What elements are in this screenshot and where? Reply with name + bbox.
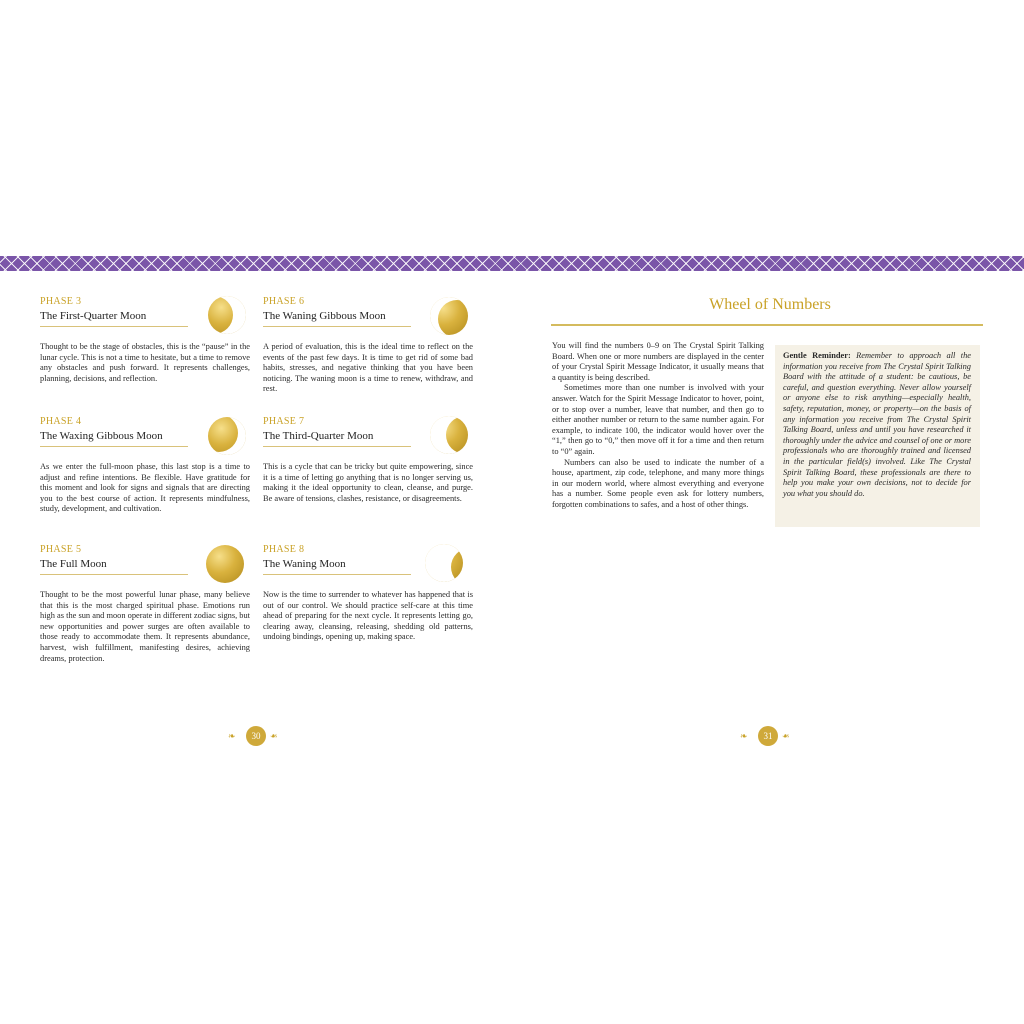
laurel-leaf-icon: ❧ (270, 731, 278, 741)
phase-body: As we enter the full-moon phase, this last stop is a time to adjust and refine intentions. Be flexible. Have gratitude for this moment and look for signs and signals that are directing you to the best course of action. It represents mindfulness, study, development, and cultivation. (40, 462, 250, 514)
phase-7 (263, 416, 473, 503)
laurel-leaf-icon: ❧ (228, 731, 236, 741)
divider (263, 574, 411, 575)
phase-body: Thought to be the most powerful lunar phase, many believe that this is the most charged spiritual phase. Emotions run high as the sun and moon operate in different zodiac signs, but new opportunities and power surges are often available to those ready to accommodate them. It represents abundance, harvest, wish fulfillment, manifesting desires, achieving dreams, protection. (40, 590, 250, 663)
phase-label: PHASE 8 (263, 544, 305, 555)
paragraph: Numbers can also be used to indicate the number of a house, apartment, zip code, telephone, and many more things in our modern world, where almost everything and everyone has a number. Some people even ask for lottery numbers, forgotten combinations to safes, and a host of other things. (552, 457, 764, 509)
waxing-gibbous-moon-icon (208, 417, 246, 455)
gentle-reminder-box (775, 345, 980, 527)
reminder-label: Gentle Reminder: (783, 351, 851, 360)
phase-4 (40, 416, 250, 514)
divider (40, 446, 188, 447)
divider (40, 326, 188, 327)
divider (263, 326, 411, 327)
paragraph (552, 341, 764, 383)
laurel-leaf-icon: ❧ (782, 731, 790, 741)
body-column (552, 341, 764, 511)
phase-3 (40, 296, 250, 383)
phase-title: The Waxing Gibbous Moon (40, 430, 163, 442)
phase-6 (263, 296, 473, 394)
phase-title: The First-Quarter Moon (40, 310, 147, 322)
waning-crescent-moon-icon (425, 544, 463, 582)
page-number: 30 (246, 726, 266, 746)
phase-5 (40, 544, 250, 663)
phase-body: Now is the time to surrender to whatever has happened that is out of our control. We should practice self-care at this time ahead of preparing for the next cycle. It represents letting go, clearing away, cleansing, releasing, shedding old patterns, undoing bindings, opening up, making space. (263, 590, 473, 642)
reminder-text (783, 351, 971, 499)
chevron-band (0, 256, 1024, 271)
phase-title: The Waning Gibbous Moon (263, 310, 386, 322)
page-heading: Wheel of Numbers (709, 296, 831, 313)
full-moon-icon (206, 545, 244, 583)
page-number-left (228, 726, 284, 746)
phase-body: Thought to be the stage of obstacles, this is the “pause” in the lunar cycle. This is not a time to hesitate, but a time to remove any obstacles and push forward. It represents challenges, planning, decisions, and reflection. (40, 342, 250, 383)
page-number: 31 (758, 726, 778, 746)
phase-title: The Third-Quarter Moon (263, 430, 374, 442)
phase-title: The Full Moon (40, 558, 107, 570)
phase-title: The Waning Moon (263, 558, 346, 570)
page-number-right (740, 726, 796, 746)
heading-rule (551, 324, 983, 326)
third-quarter-moon-icon (430, 416, 468, 454)
phase-body: A period of evaluation, this is the ideal time to reflect on the events of the past few days. It is time to get rid of some bad habits, stresses, and negative thinking that you have been noticing. The waning moon is a time to renew, withdraw, and rest. (263, 342, 473, 394)
divider (263, 446, 411, 447)
phase-label: PHASE 6 (263, 296, 305, 307)
waning-gibbous-moon-icon (430, 297, 468, 335)
phase-label: PHASE 5 (40, 544, 82, 555)
phase-body: This is a cycle that can be tricky but quite empowering, since it is a time of letting go anything that is no longer serving us, making it the ideal opportunity to clean, cleanse, and purge. Be aware of tensions, clashes, resistance, or disagreements. (263, 462, 473, 503)
phase-label: PHASE 3 (40, 296, 82, 307)
reminder-body: Remember to approach all the information you receive from The Crystal Spirit Talking Board with the attitude of a student: be cautious, be careful, and question everything. Never allow yourself or anyone else to risk anything—especially health, safety, reputation, money, or property—on the basis of any information you receive from The Crystal Spirit Talking Board, unless and until you have researched it thoroughly under the advice and counsel of one or more professionals who are thoroughly trained and licensed in the particular field(s) involved. Like The Crystal Spirit Talking Board, these professionals are there to help you make your own decisions, not to decide for you what you should do. (783, 351, 972, 498)
paragraph: Sometimes more than one number is involved with your answer. Watch for the Spirit Message Indicator to hover, point, or to stop over a number, leave that number, and then go to either another number or return to the same number again. For example, to indicate 100, the indicator would hover over the “1,” then go to “0,” then move off it for a time and then return to “0” again. (552, 383, 764, 456)
divider (40, 574, 188, 575)
phase-label: PHASE 4 (40, 416, 82, 427)
laurel-leaf-icon: ❧ (740, 731, 748, 741)
first-quarter-moon-icon (208, 296, 246, 334)
paragraph-text: You will find the numbers 0–9 on The Crystal Spirit Talking Board. When one or more numbers are displayed in the center of your Crystal Spirit Message Indicator, it usually means that a quantity is being described. (552, 341, 764, 382)
phase-label: PHASE 7 (263, 416, 305, 427)
